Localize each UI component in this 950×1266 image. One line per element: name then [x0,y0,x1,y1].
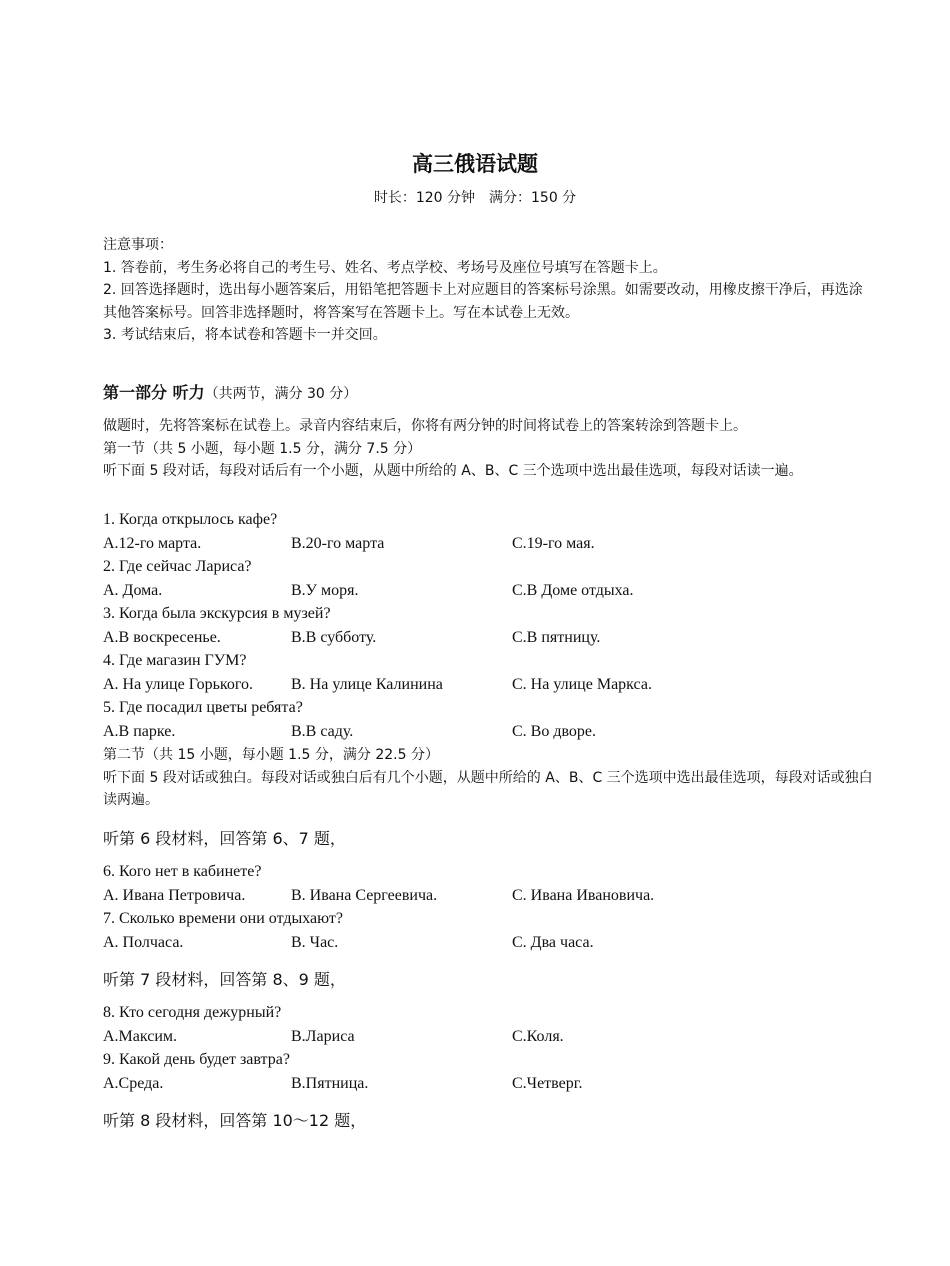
question-stem: 9. Какой день будет завтра? [103,1051,290,1068]
option-a: А. Дома. [103,582,163,599]
question-stem-row [103,558,883,582]
question-stem-row [103,1051,883,1075]
option-b: В.Лариса [291,1028,355,1045]
option-b: В. На улице Калинина [291,676,443,693]
option-b: В.20-го марта [291,535,385,552]
option-a: А. Полчаса. [103,934,184,951]
notice-item: 1. 答卷前，考生务必将自己的考生号、姓名、考点学校、考场号及座位号填写在答题卡上。 [103,259,667,276]
question-stem-row [103,699,883,723]
option-c: С.В пятницу. [512,629,601,646]
part1-intro: 做题时，先将答案标在试卷上。录音内容结束后，你将有两分钟的时间将试卷上的答案转涂到答题卡上。 [103,418,747,434]
option-a: А.В парке. [103,723,176,740]
question-stem: 6. Кого нет в кабинете? [103,863,262,880]
option-c: С. Во дворе. [512,723,597,740]
material-heading: 听第 8 段材料，回答第 10～12 题， [103,1111,367,1130]
option-a: А. На улице Горького. [103,676,253,693]
question-options-row [103,1028,883,1052]
option-b: В.В саду. [291,723,354,740]
option-c: С.Коля. [512,1028,564,1045]
section1-title: 第一节（共 5 小题，每小题 1.5 分，满分 7.5 分） [103,440,422,457]
question-stem: 4. Где магазин ГУМ? [103,652,247,669]
question-options-row [103,582,883,606]
exam-meta: 时长：120 分钟 满分：150 分 [373,190,577,206]
question-stem-row [103,605,883,629]
section2-title: 第二节（共 15 小题，每小题 1.5 分，满分 22.5 分） [103,747,439,763]
question-options-row [103,629,883,653]
option-a: А.12-го марта. [103,535,202,552]
question-stem-row [103,511,883,535]
option-c: С.В Доме отдыха. [512,582,634,599]
option-b: В.У моря. [291,582,359,599]
page-title: 高三俄语试题 [412,152,538,176]
question-stem: 5. Где посадил цветы ребята? [103,699,303,716]
option-c: С. На улице Маркса. [512,676,652,693]
question-stem-row [103,863,883,887]
question-stem-row [103,652,883,676]
question-options-row [103,535,883,559]
question-stem-row [103,910,883,934]
option-a: А.В воскресенье. [103,629,221,646]
question-options-row [103,887,883,911]
option-a: А.Максим. [103,1028,178,1045]
material-heading: 听第 6 段材料，回答第 6、7 题， [103,829,346,848]
section2-instructions [103,744,878,812]
option-b: В. Ивана Сергеевича. [291,887,438,904]
option-a: А. Ивана Петровича. [103,887,246,904]
question-stem: 7. Сколько времени они отдыхают? [103,910,343,927]
option-b: В. Час. [291,934,339,951]
option-c: С.19-го мая. [512,535,595,552]
part1-title-note: （共两节，满分 30 分） [204,386,358,402]
material-heading: 听第 7 段材料，回答第 8、9 题， [103,970,346,989]
part1-title-text: 第一部分 听力 [103,383,205,402]
section2-instr-text: 听下面 5 段对话或独白。每段对话或独白后有几个小题，从题中所给的 A、B、C 三个选项中选出最佳选项，每段对话或独白读两遍。 [103,769,873,808]
option-b: В.Пятница. [291,1075,369,1092]
notice-heading: 注意事项： [103,237,173,253]
option-c: С. Ивана Ивановича. [512,887,655,904]
question-stem: 2. Где сейчас Лариса? [103,558,252,575]
question-stem: 3. Когда была экскурсия в музей? [103,605,331,622]
question-options-row [103,1075,883,1099]
section1-instructions: 听下面 5 段对话，每段对话后有一个小题，从题中所给的 A、B、C 三个选项中选出最佳选项，每段对话读一遍。 [103,463,803,479]
part1-title [103,380,357,403]
option-c: С.Четверг. [512,1075,583,1092]
notice-item: 3. 考试结束后，将本试卷和答题卡一并交回。 [103,327,387,343]
question-options-row [103,676,883,700]
notice-block [103,234,873,347]
option-c: С. Два часа. [512,934,594,951]
question-stem: 1. Когда открылось кафе? [103,511,278,528]
option-b: В.В субботу. [291,629,377,646]
notice-item: 2. 回答选择题时，选出每小题答案后，用铅笔把答题卡上对应题目的答案标号涂黑。如需要改动，用橡皮擦干净后，再选涂其他答案标号。回答非选择题时，将答案写在答题卡上。写在本试卷上无效。 [103,282,863,321]
part1-instructions [103,415,873,483]
question-options-row [103,934,883,958]
question-stem-row [103,1004,883,1028]
option-a: А.Среда. [103,1075,164,1092]
question-stem: 8. Кто сегодня дежурный? [103,1004,282,1021]
